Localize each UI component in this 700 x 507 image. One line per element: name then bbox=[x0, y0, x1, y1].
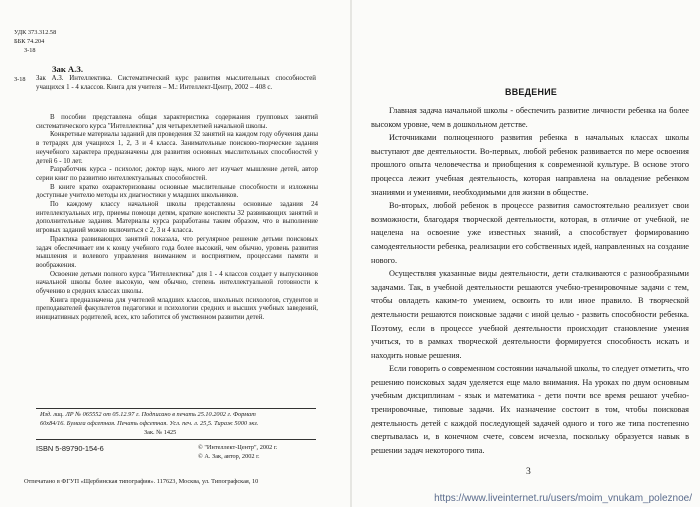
annotation-paragraph: В книге кратко охарактеризованы основные мыслительные способности и изложены доступные учителю методы их диагностики у младших школьников. bbox=[36, 183, 318, 200]
intro-paragraph: Во-вторых, любой ребенок в процессе развития самостоятельно реализует свои возможности, благодаря творческой деятельности, которая, в отличие от учебной, не нацелена на освоение уже известных знаний, а способствует формированию самодеятельности ребенка, реализации его собственных идей, направленных на создание нового. bbox=[371, 201, 689, 265]
intro-paragraph: Осуществляя указанные виды деятельности, дети сталкиваются с разнообразными задачами. Так, в учебной деятельности решаются учебно-тренировочные задачи с тем, чтобы овладеть каким-то умением, освоить то или иное правило. В творческой деятельности решаются поисковые задачи с иной целью - развить способности ребенка. Поэтому, если в процессе учебной деятельности происходит становление умения учиться, то в рамках творческой деятельности формируется способность искать и находить новые решения. bbox=[371, 269, 689, 360]
introduction-text bbox=[371, 104, 689, 457]
udk-code: УДК 373.312.58 bbox=[14, 29, 57, 36]
watermark-url: https://www.liveinternet.ru/users/moim_vnukam_poleznoe/ bbox=[434, 493, 692, 504]
annotation-paragraph: Разработчик курса - психолог, доктор наук, много лет изучает мышление детей, автор серии книг по развитию интеллектуальных способностей. bbox=[36, 166, 318, 182]
copyright-publisher: © "Интеллект-Центр", 2002 г. bbox=[198, 444, 278, 451]
annotation-paragraph: Практика развивающих занятий показала, что регулярное решение детьми поисковых задач обеспечивает им к концу учебного года более высокий, чем обычно, уровень развития мышления и волевого управления вниманием и восприятием, процессами памяти и воображения. bbox=[36, 235, 318, 269]
isbn: ISBN 5-89790-154-6 bbox=[36, 444, 104, 453]
intro-paragraph: Источниками полноценного развития ребенка в начальных классах школы выступают две деятельности. Во-первых, любой ребенок развивается по мере освоения прошлого опыта человечества и приобщения к современной культуре. В основе этого процесса лежит учебная деятельность, которая направлена на овладение ребенком знаниями и умениями, необходимыми для жизни в обществе. bbox=[371, 133, 689, 197]
page-number: 3 bbox=[526, 466, 531, 477]
catalog-code: З-18 bbox=[14, 76, 26, 83]
annotation-paragraph: Конкретные материалы заданий для проведения 32 занятий на каждом году обучения даны в тетрадях для учащихся 1, 2, 3 и 4 класса. Занимательные поисково-творческие задания неучебного характера предназначены для развития основных мыслительных способностей у детей 6 - 10 лет. bbox=[36, 131, 318, 165]
bbk-code: ББК 74.204 bbox=[14, 38, 45, 45]
annotation-paragraph: Книга предназначена для учителей младших классов, школьных психологов, студентов и преподавателей факультетов педагогики и психологии средних и высших учебных заведений, инициативных родителей, всех, кто заботится об умственном развитии детей. bbox=[36, 296, 318, 322]
imprint-divider bbox=[36, 408, 316, 409]
section-heading: ВВЕДЕНИЕ bbox=[505, 87, 558, 97]
author-mark: З-18 bbox=[24, 47, 36, 54]
annotation-paragraph: В пособии представлена общая характеристика содержания групповых занятий систематического курса "Интеллектика" для четырехлетней начальной школы. bbox=[36, 114, 318, 130]
intro-paragraph: Если говорить о современном состоянии начальной школы, то следует отметить, что решению поисковых задач уделяется еще мало внимания. На уроках по двум основным учебным дисциплинам - язык и математика - дети почти все время решают учебно-тренировочные, типовые задачи. Их назначение состоит в том, чтобы поисковая деятельность детей с каждой последующей задачей одного и того же типа постепенно свертывалась и, в конечном счете, совсем исчезла, поскольку образуется навык в решении задач некоторого типа. bbox=[371, 364, 689, 455]
author-heading: Зак А.З. bbox=[52, 64, 83, 74]
order-number: Зак. № 1425 bbox=[144, 429, 177, 436]
license-line-1: Изд. лиц. ЛР № 065552 от 05.12.97 г. Подписано в печать 25.10.2002 г. Формат bbox=[40, 411, 256, 418]
intro-paragraph: Главная задача начальной школы - обеспечить развитие личности ребенка на более высоком уровне, чем в дошкольном детстве. bbox=[371, 106, 689, 129]
catalog-entry: Зак А.З. Интеллектика. Систематический курс развития мыслительных способностей учащихся 1 - 4 классов. Книга для учителя – М.: Интеллект-Центр, 2002 – 408 с. bbox=[36, 75, 316, 91]
license-line-2: 60х84/16. Бумага офсетная. Печать офсетная. Усл. печ. л. 25,5. Тираж 5000 экз. bbox=[40, 420, 259, 427]
printer-info: Отпечатано в ФГУП «Щербинская типография». 117623, Москва, ул. Типографская, 10 bbox=[24, 478, 259, 485]
annotation-paragraph: По каждому классу начальной школы представлены основные задания 24 интеллектуальных игр, приемы помощи детям, краткие конспекты 32 развивающих занятий и дополнительные задания. Материалы курса разработаны таким образом, что в выполнение игровых заданий можно включиться с 2, 3 и 4 класса. bbox=[36, 201, 318, 235]
annotation bbox=[36, 114, 318, 323]
copyright-author: © А. Зак, автор, 2002 г. bbox=[198, 453, 260, 460]
right-page bbox=[352, 0, 700, 507]
annotation-paragraph: Освоение детьми полного курса "Интеллектика" для 1 - 4 классов создает у выпускников начальной школы более высокую, чем обычно, степень интеллектуальной готовности к обучению в средних классах школы. bbox=[36, 270, 318, 296]
imprint-divider bbox=[36, 439, 316, 440]
